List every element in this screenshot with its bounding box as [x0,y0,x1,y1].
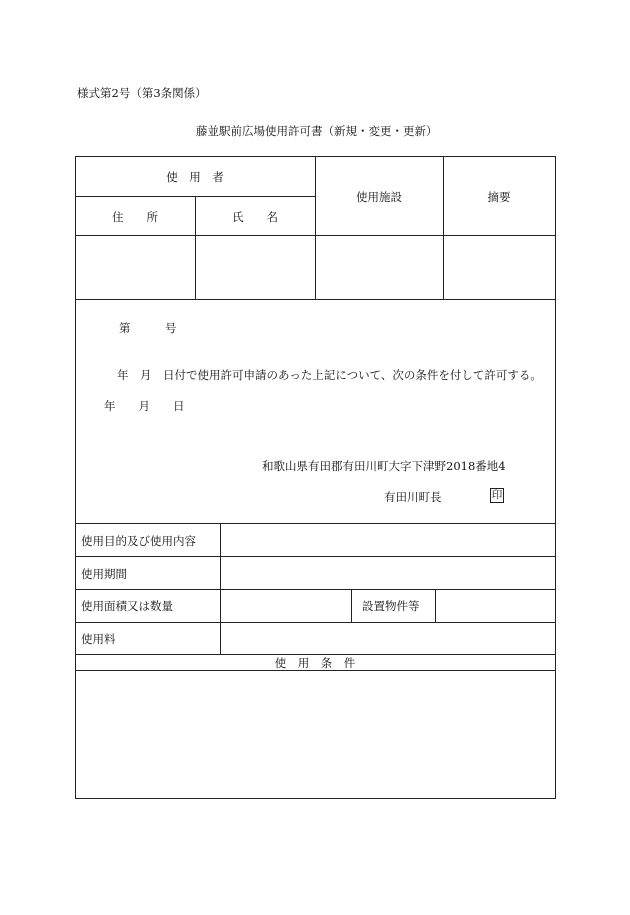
facility-cell[interactable] [316,236,443,299]
fee-value-cell[interactable] [221,623,555,654]
page-title: 藤並駅前広場使用許可書（新規・変更・更新） [196,124,438,138]
name-cell[interactable] [196,236,315,299]
area-value-cell[interactable] [221,590,351,622]
purpose-value-cell[interactable] [221,524,555,556]
summary-header: 摘要 [487,190,511,204]
purpose-label: 使用目的及び使用内容 [81,534,196,548]
name-header: 氏 名 [232,210,278,224]
period-label: 使用期間 [81,567,127,581]
conditions-header: 使 用 条 件 [274,656,356,670]
issuer-title: 有田川町長 [384,490,442,504]
form-number: 様式第2号（第3条関係） [77,86,207,100]
permit-number: 第 号 [119,321,177,335]
period-value-cell[interactable] [221,557,555,589]
permit-date: 年 月 日 [104,399,185,413]
address-cell[interactable] [76,236,195,299]
area-label: 使用面積又は数量 [81,599,173,613]
address-header: 住 所 [112,210,158,224]
permit-statement: 年 月 日付で使用許可申請のあった上記について、次の条件を付して許可する。 [117,368,542,382]
installations-label: 設置物件等 [362,599,420,613]
user-header: 使 用 者 [166,170,224,184]
issuer-address: 和歌山県有田郡有田川町大字下津野2018番地4 [262,459,506,473]
summary-cell[interactable] [444,236,555,299]
facility-header: 使用施設 [356,190,402,204]
installations-value-cell[interactable] [436,590,555,622]
conditions-cell[interactable] [76,671,555,798]
seal-mark: 印 [491,489,503,501]
fee-label: 使用料 [81,632,116,646]
